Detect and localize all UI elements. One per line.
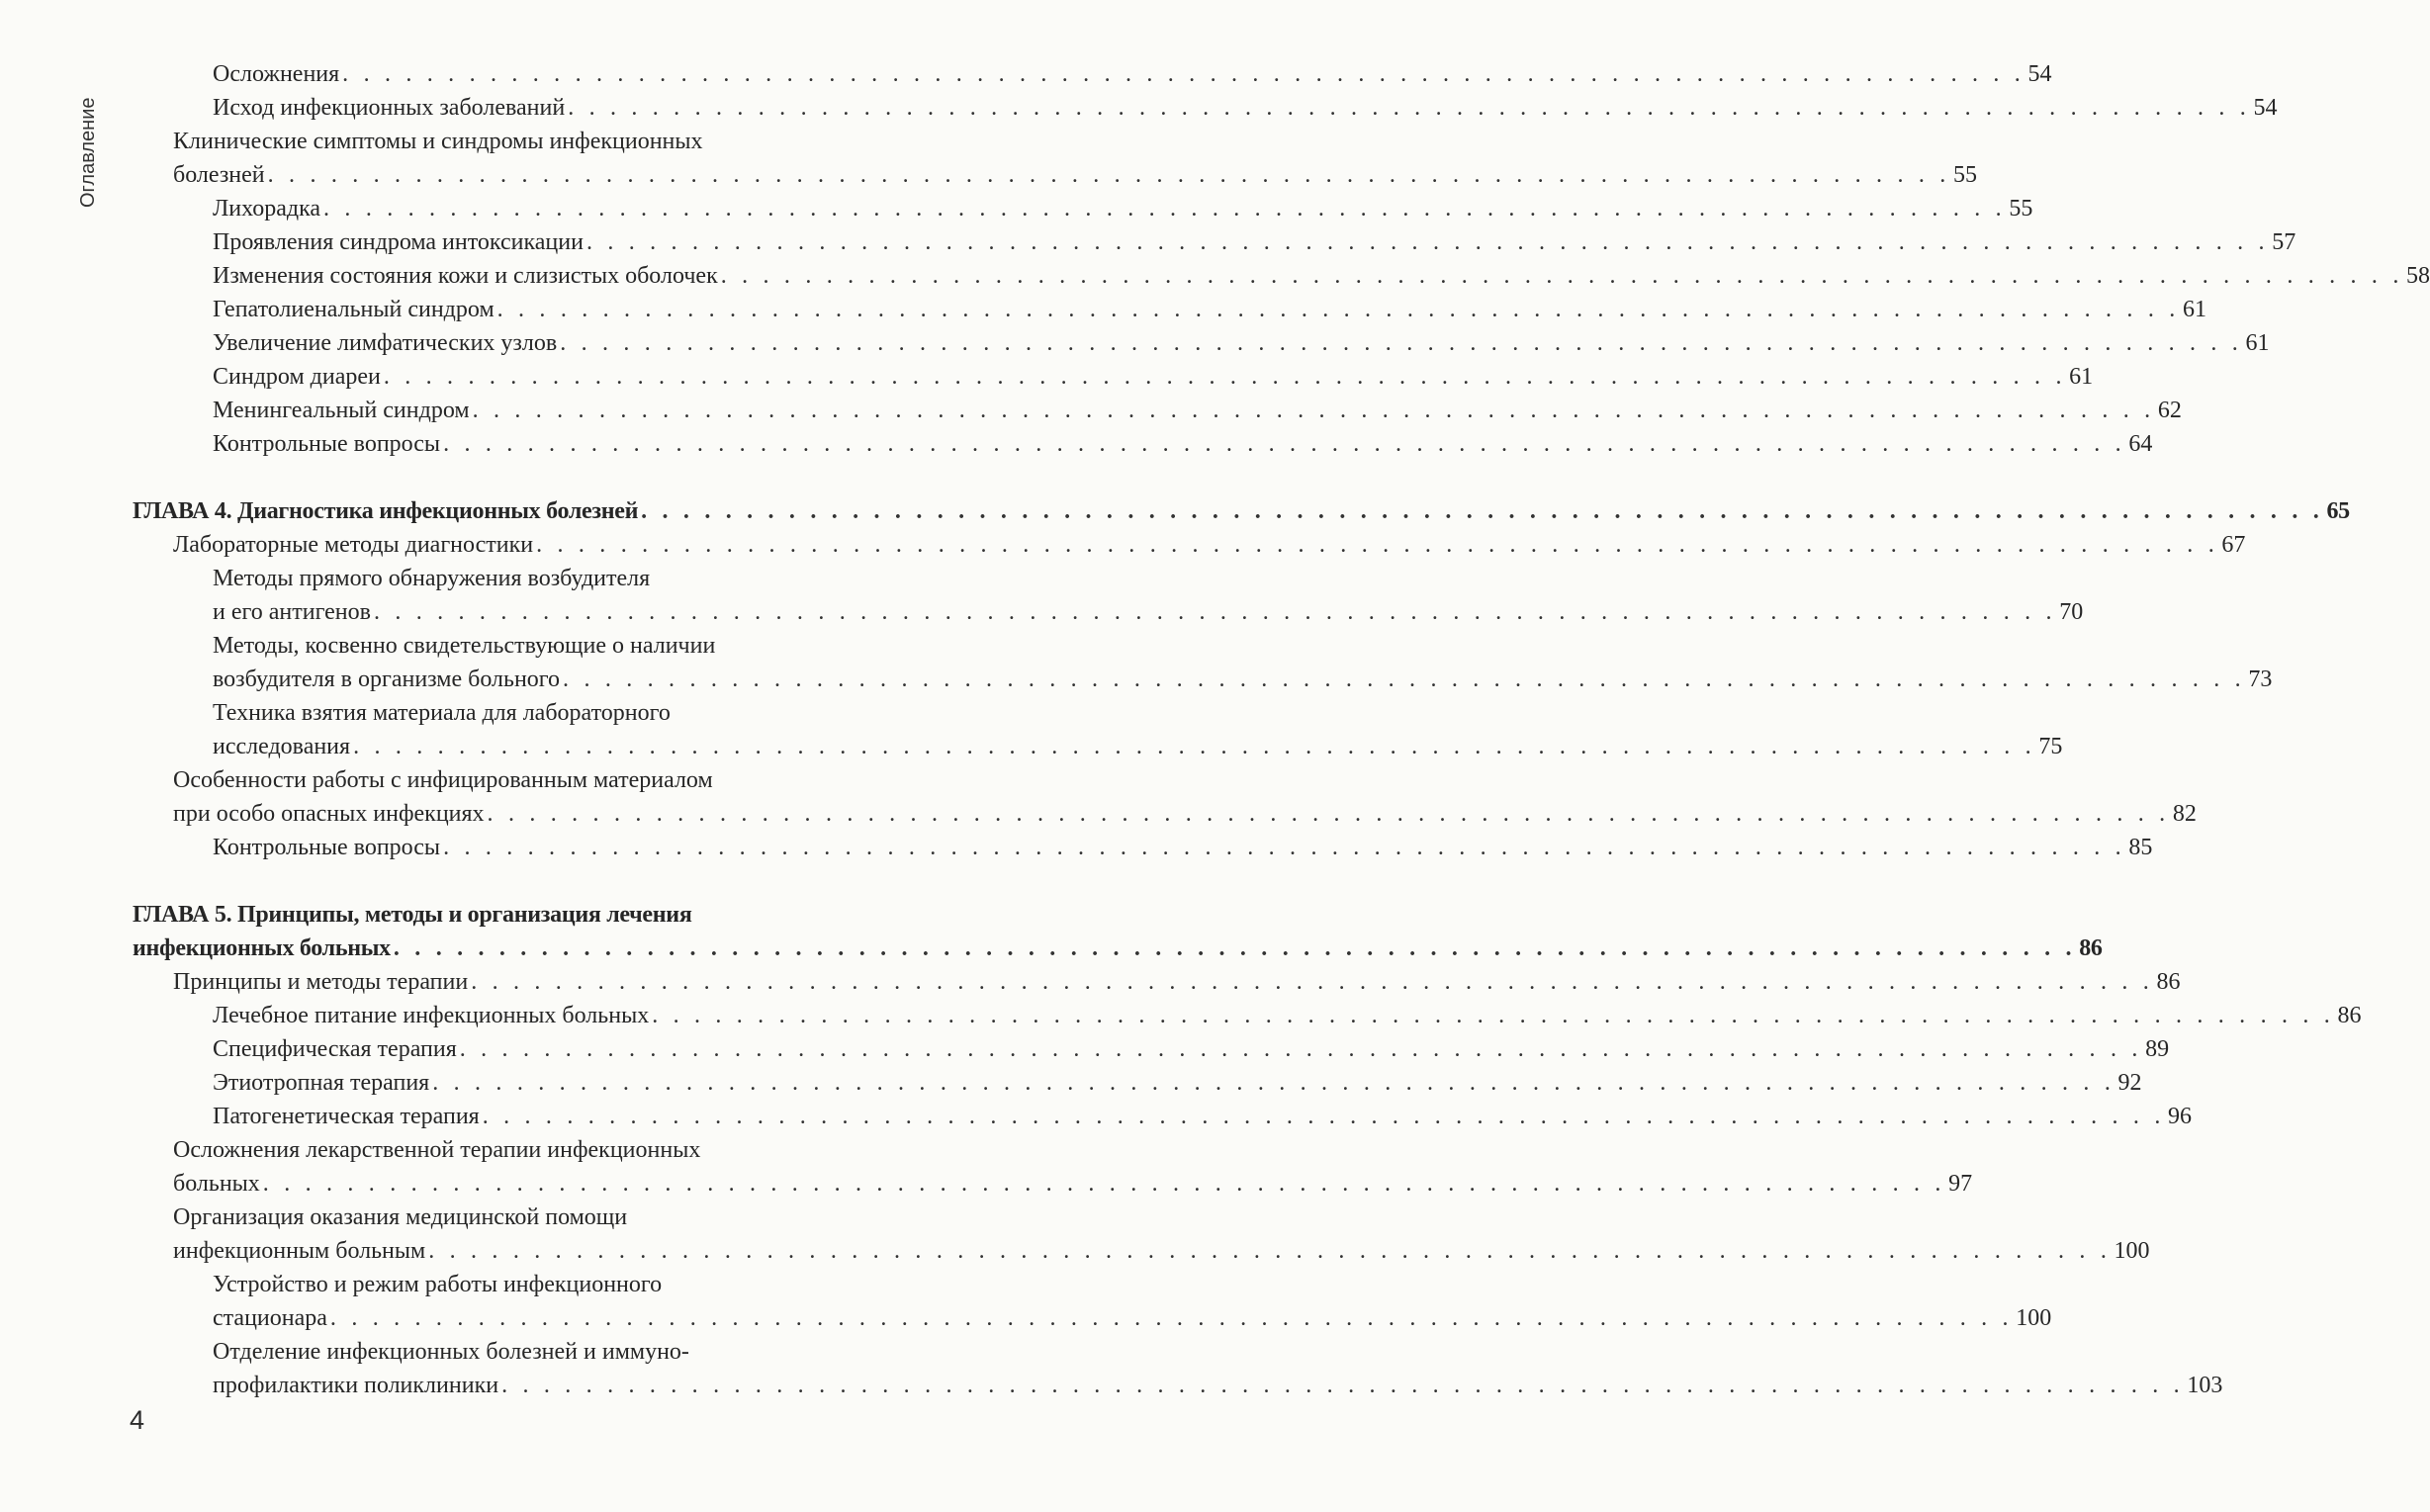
toc-entry-title: Патогенетическая терапия — [213, 1104, 480, 1129]
toc-entry[interactable] — [0, 696, 2063, 763]
toc-entry-title: возбудителя в организме больного — [213, 667, 561, 692]
toc-page-number: 73 — [2248, 667, 2273, 692]
toc-entry[interactable] — [0, 326, 2270, 360]
toc-entry[interactable] — [0, 259, 2430, 293]
toc-entry[interactable] — [0, 999, 2362, 1032]
dot-leader: . . . . . . . . . . . . . . . . . . . . . . . . . . . . . . . . . . . . . . . . . . . . . . . . . . . . . . . . . . . . . . . . . . . . . . . . . . . . . . . . — [353, 734, 2036, 759]
toc-entry[interactable] — [0, 91, 2278, 125]
dot-leader: . . . . . . . . . . . . . . . . . . . . . . . . . . . . . . . . . . . . . . . . . . . . . . . . . . . . . . . . . . . . . . . . . . . . . . . . . . . . . . . . — [432, 1070, 2115, 1096]
toc-page-number: 62 — [2157, 398, 2182, 423]
toc-entry-title: Проявления синдрома интоксикации — [213, 229, 584, 255]
toc-entry[interactable] — [0, 831, 2153, 864]
toc-page-number: 61 — [2069, 364, 2094, 390]
toc-entry[interactable] — [0, 360, 2094, 394]
toc-page-number: 100 — [2016, 1305, 2052, 1331]
toc-entry-title-line: Организация оказания медицинской помощи — [173, 1204, 628, 1230]
toc-entry[interactable] — [0, 1335, 2223, 1402]
toc-entry[interactable] — [0, 1100, 2193, 1133]
dot-leader: . . . . . . . . . . . . . . . . . . . . . . . . . . . . . . . . . . . . . . . . . . . . . . . . . . . . . . . . . . . . . . . . . . . . . . . . . . . . . . . . — [560, 330, 2243, 356]
toc-chapter-entry[interactable] — [0, 494, 2350, 528]
dot-leader: . . . . . . . . . . . . . . . . . . . . . . . . . . . . . . . . . . . . . . . . . . . . . . . . . . . . . . . . . . . . . . . . . . . . . . . . . . . . . . . . — [472, 398, 2155, 423]
dot-leader: . . . . . . . . . . . . . . . . . . . . . . . . . . . . . . . . . . . . . . . . . . . . . . . . . . . . . . . . . . . . . . . . . . . . . . . . . . . . . . . . — [563, 667, 2246, 692]
dot-leader: . . . . . . . . . . . . . . . . . . . . . . . . . . . . . . . . . . . . . . . . . . . . . . . . . . . . . . . . . . . . . . . . . . . . . . . . . . . . . . . . — [383, 364, 2067, 390]
toc-entry-title: Контрольные вопросы — [213, 431, 441, 457]
toc-entry[interactable] — [0, 1066, 2142, 1100]
toc-entry[interactable] — [0, 57, 2052, 91]
toc-page-number: 82 — [2172, 801, 2197, 827]
toc-entry-title: болезней — [173, 162, 265, 188]
toc-page-number: 100 — [2114, 1238, 2150, 1264]
toc-entry-title-line: Отделение инфекционных болезней и иммуно- — [213, 1339, 689, 1365]
dot-leader: . . . . . . . . . . . . . . . . . . . . . . . . . . . . . . . . . . . . . . . . . . . . . . . . . . . . . . . . . . . . . . . . . . . . . . . . . . . . . . . . — [459, 1036, 2143, 1062]
dot-leader: . . . . . . . . . . . . . . . . . . . . . . . . . . . . . . . . . . . . . . . . . . . . . . . . . . . . . . . . . . . . . . . . . . . . . . . . . . . . . . . . — [428, 1238, 2112, 1264]
toc-entry-title-line: Методы прямого обнаружения возбудителя — [213, 566, 651, 591]
toc-entry-title: Изменения состояния кожи и слизистых оболочек — [213, 263, 718, 289]
toc-entry[interactable] — [0, 427, 2153, 461]
toc-entry-title: инфекционных больных — [133, 935, 391, 961]
toc-page-number: 85 — [2128, 835, 2153, 860]
toc-entry[interactable] — [0, 125, 1977, 192]
toc-entry-title: Контрольные вопросы — [213, 835, 441, 860]
toc-entry-title: больных — [173, 1171, 260, 1197]
dot-leader: . . . . . . . . . . . . . . . . . . . . . . . . . . . . . . . . . . . . . . . . . . . . . . . . . . . . . . . . . . . . . . . . . . . . . . . . . . . . . . . . — [443, 431, 2126, 457]
toc-entry[interactable] — [0, 192, 2033, 225]
toc-page-number: 86 — [2156, 969, 2181, 995]
toc-entry[interactable] — [0, 629, 2273, 696]
toc-entry-title: ГЛАВА 4. Диагностика инфекционных болезней — [133, 498, 639, 524]
toc-entry-title: Осложнения — [213, 61, 340, 87]
toc-entry-title-line: Клинические симптомы и синдромы инфекционных — [173, 129, 703, 154]
toc-entry-title: и его антигенов — [213, 599, 371, 625]
toc-page-number: 65 — [2326, 498, 2350, 524]
toc-entry-title-line: Устройство и режим работы инфекционного — [213, 1272, 663, 1297]
toc-page-number: 70 — [2059, 599, 2084, 625]
toc-entry-title: при особо опасных инфекциях — [173, 801, 485, 827]
toc-entry[interactable] — [0, 763, 2197, 831]
dot-leader: . . . . . . . . . . . . . . . . . . . . . . . . . . . . . . . . . . . . . . . . . . . . . . . . . . . . . . . . . . . . . . . . . . . . . . . . . . . . . . . . — [329, 1305, 2014, 1331]
toc-entry-title: Менингеальный синдром — [213, 398, 470, 423]
toc-entry[interactable] — [0, 528, 2246, 562]
dot-leader: . . . . . . . . . . . . . . . . . . . . . . . . . . . . . . . . . . . . . . . . . . . . . . . . . . . . . . . . . . . . . . . . . . . . . . . . . . . . . . . . — [641, 498, 2324, 524]
toc-entry-title-line: Осложнения лекарственной терапии инфекционных — [173, 1137, 701, 1163]
toc-entry-title: стационара — [213, 1305, 327, 1331]
dot-leader: . . . . . . . . . . . . . . . . . . . . . . . . . . . . . . . . . . . . . . . . . . . . . . . . . . . . . . . . . . . . . . . . . . . . . . . . . . . . . . . . — [262, 1171, 1946, 1197]
toc-page-number: 75 — [2038, 734, 2063, 759]
toc-entry[interactable] — [0, 1268, 2052, 1335]
dot-leader: . . . . . . . . . . . . . . . . . . . . . . . . . . . . . . . . . . . . . . . . . . . . . . . . . . . . . . . . . . . . . . . . . . . . . . . . . . . . . . . . — [652, 1003, 2335, 1028]
dot-leader: . . . . . . . . . . . . . . . . . . . . . . . . . . . . . . . . . . . . . . . . . . . . . . . . . . . . . . . . . . . . . . . . . . . . . . . . . . . . . . . . — [267, 162, 1950, 188]
toc-entry-title: Гепатолиенальный синдром — [213, 297, 495, 322]
dot-leader: . . . . . . . . . . . . . . . . . . . . . . . . . . . . . . . . . . . . . . . . . . . . . . . . . . . . . . . . . . . . . . . . . . . . . . . . . . . . . . . . — [323, 196, 2007, 222]
toc-entry-title: Этиотропная терапия — [213, 1070, 430, 1096]
dot-leader: . . . . . . . . . . . . . . . . . . . . . . . . . . . . . . . . . . . . . . . . . . . . . . . . . . . . . . . . . . . . . . . . . . . . . . . . . . . . . . . . — [373, 599, 2057, 625]
toc-page-number: 86 — [2079, 935, 2103, 961]
toc-page-number: 55 — [2009, 196, 2033, 222]
toc-entry[interactable] — [0, 394, 2182, 427]
toc-entry[interactable] — [0, 293, 2206, 326]
dot-leader: . . . . . . . . . . . . . . . . . . . . . . . . . . . . . . . . . . . . . . . . . . . . . . . . . . . . . . . . . . . . . . . . . . . . . . . . . . . . . . . . — [720, 263, 2404, 289]
toc-entry-title: Синдром диареи — [213, 364, 381, 390]
toc-page-number: 67 — [2221, 532, 2246, 558]
dot-leader: . . . . . . . . . . . . . . . . . . . . . . . . . . . . . . . . . . . . . . . . . . . . . . . . . . . . . . . . . . . . . . . . . . . . . . . . . . . . . . . . — [482, 1104, 2166, 1129]
toc-entry-title: Лихорадка — [213, 196, 321, 222]
toc-page-number: 97 — [1948, 1171, 1973, 1197]
toc-entry-title: Лечебное питание инфекционных больных — [213, 1003, 650, 1028]
page-number: 4 — [130, 1405, 145, 1435]
toc-entry[interactable] — [0, 1201, 2150, 1268]
dot-leader: . . . . . . . . . . . . . . . . . . . . . . . . . . . . . . . . . . . . . . . . . . . . . . . . . . . . . . . . . . . . . . . . . . . . . . . . . . . . . . . . — [585, 229, 2270, 255]
section-spacer — [0, 864, 1028, 898]
dot-leader: . . . . . . . . . . . . . . . . . . . . . . . . . . . . . . . . . . . . . . . . . . . . . . . . . . . . . . . . . . . . . . . . . . . . . . . . . . . . . . . . — [393, 935, 2077, 961]
toc-entry[interactable] — [0, 1032, 2170, 1066]
toc-page-number: 86 — [2337, 1003, 2362, 1028]
dot-leader: . . . . . . . . . . . . . . . . . . . . . . . . . . . . . . . . . . . . . . . . . . . . . . . . . . . . . . . . . . . . . . . . . . . . . . . . . . . . . . . . — [471, 969, 2154, 995]
toc-chapter-entry[interactable] — [0, 898, 2103, 965]
dot-leader: . . . . . . . . . . . . . . . . . . . . . . . . . . . . . . . . . . . . . . . . . . . . . . . . . . . . . . . . . . . . . . . . . . . . . . . . . . . . . . . . — [536, 532, 2219, 558]
toc-entry-title-line: Техника взятия материала для лабораторного — [213, 700, 671, 726]
toc-entry-title: исследования — [213, 734, 351, 759]
toc-page-number: 54 — [2253, 95, 2278, 121]
toc-page-number: 57 — [2272, 229, 2296, 255]
toc-entry-title: Лабораторные методы диагностики — [173, 532, 534, 558]
section-spacer — [0, 461, 1028, 494]
dot-leader: . . . . . . . . . . . . . . . . . . . . . . . . . . . . . . . . . . . . . . . . . . . . . . . . . . . . . . . . . . . . . . . . . . . . . . . . . . . . . . . . — [342, 61, 2025, 87]
toc-page-number: 61 — [2245, 330, 2270, 356]
toc-entry-title: инфекционным больным — [173, 1238, 426, 1264]
toc-entry[interactable] — [0, 1133, 1973, 1201]
toc-entry[interactable] — [0, 225, 2296, 259]
toc-entry-title: Исход инфекционных заболеваний — [213, 95, 566, 121]
dot-leader: . . . . . . . . . . . . . . . . . . . . . . . . . . . . . . . . . . . . . . . . . . . . . . . . . . . . . . . . . . . . . . . . . . . . . . . . . . . . . . . . — [501, 1373, 2185, 1398]
toc-entry-title: профилактики поликлиники — [213, 1373, 499, 1398]
toc-entry-title-line: ГЛАВА 5. Принципы, методы и организация лечения — [133, 902, 692, 928]
toc-page-number: 64 — [2128, 431, 2153, 457]
toc-entry[interactable] — [0, 562, 2084, 629]
dot-leader: . . . . . . . . . . . . . . . . . . . . . . . . . . . . . . . . . . . . . . . . . . . . . . . . . . . . . . . . . . . . . . . . . . . . . . . . . . . . . . . . — [568, 95, 2251, 121]
toc-entry-title: Увеличение лимфатических узлов — [213, 330, 558, 356]
toc-page-number: 61 — [2182, 297, 2206, 322]
table-of-contents — [0, 57, 2430, 1402]
dot-leader: . . . . . . . . . . . . . . . . . . . . . . . . . . . . . . . . . . . . . . . . . . . . . . . . . . . . . . . . . . . . . . . . . . . . . . . . . . . . . . . . — [487, 801, 2170, 827]
toc-entry-title-line: Особенности работы с инфицированным материалом — [173, 767, 713, 793]
toc-page-number: 89 — [2145, 1036, 2170, 1062]
toc-entry-title: Специфическая терапия — [213, 1036, 457, 1062]
dot-leader: . . . . . . . . . . . . . . . . . . . . . . . . . . . . . . . . . . . . . . . . . . . . . . . . . . . . . . . . . . . . . . . . . . . . . . . . . . . . . . . . — [443, 835, 2126, 860]
toc-entry-title: Принципы и методы терапии — [173, 969, 469, 995]
toc-page-number: 92 — [2117, 1070, 2142, 1096]
toc-entry[interactable] — [0, 965, 2181, 999]
toc-page-number: 58 — [2406, 263, 2430, 289]
toc-entry-title-line: Методы, косвенно свидетельствующие о наличии — [213, 633, 716, 659]
toc-page-number: 55 — [1952, 162, 1977, 188]
toc-page-number: 54 — [2027, 61, 2052, 87]
dot-leader: . . . . . . . . . . . . . . . . . . . . . . . . . . . . . . . . . . . . . . . . . . . . . . . . . . . . . . . . . . . . . . . . . . . . . . . . . . . . . . . . — [496, 297, 2180, 322]
running-header-section-title: Оглавление — [77, 97, 99, 208]
toc-page-number: 96 — [2168, 1104, 2193, 1129]
toc-page-number: 103 — [2187, 1373, 2223, 1398]
